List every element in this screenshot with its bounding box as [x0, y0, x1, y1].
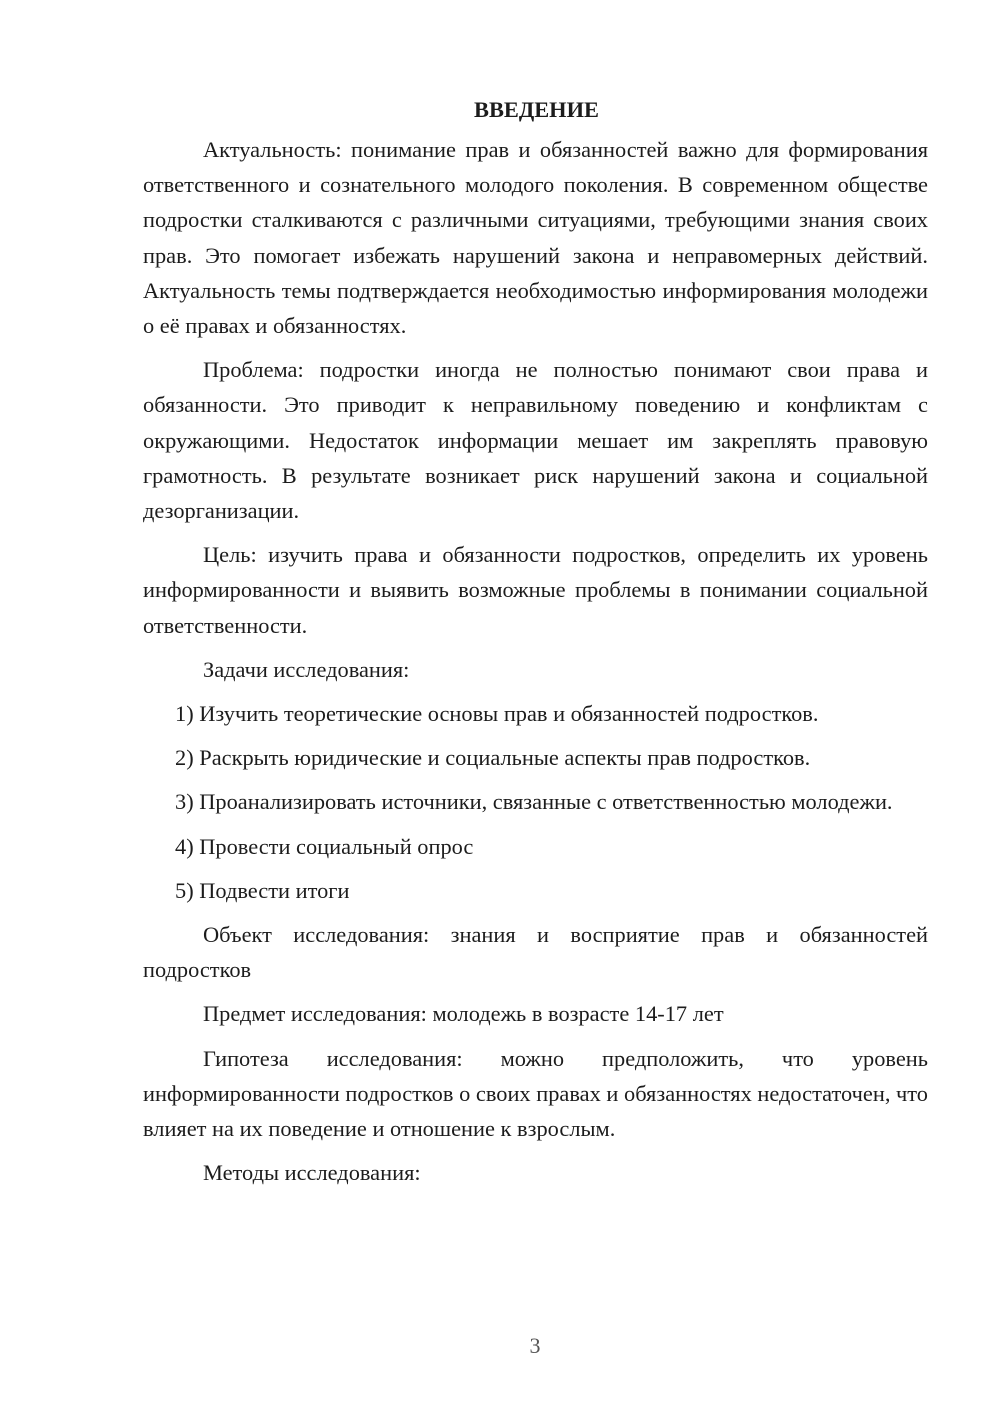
task-item-1: 1) Изучить теоретические основы прав и обязанностей подростков.	[175, 701, 819, 727]
page-number: 3	[529, 1333, 541, 1358]
task-item-3: 3) Проанализировать источники, связанные с ответственностью молодежи.	[175, 789, 893, 815]
task-item-4: 4) Провести социальный опрос	[175, 833, 474, 859]
object-paragraph: Объект исследования: знания и восприятие прав и обязанностей подростков	[143, 922, 928, 983]
relevance-paragraph: Актуальность: понимание прав и обязанностей важно для формирования ответственного и сознательного молодого поколения. В современном обществе подростки сталкиваются с различными ситуациями, требующими знания своих прав. Это помогает избежать нарушений закона и неправомерных действий. Актуальность темы подтверждается необходимостью информирования молодежи о её правах и обязанностях.	[143, 137, 928, 339]
tasks-heading: Задачи исследования:	[203, 656, 410, 682]
page-content	[143, 92, 928, 1199]
methods-heading: Методы исследования:	[203, 1160, 421, 1186]
task-item-2: 2) Раскрыть юридические и социальные аспекты прав подростков.	[175, 745, 811, 771]
subject-paragraph: Предмет исследования: молодежь в возрасте 14-17 лет	[203, 1001, 724, 1027]
hypothesis-paragraph: Гипотеза исследования: можно предположить, что уровень информированности подростков о своих правах и обязанностях недостаточен, что влияет на их поведение и отношение к взрослым.	[143, 1045, 928, 1142]
goal-paragraph: Цель: изучить права и обязанности подростков, определить их уровень информированности и выявить возможные проблемы в понимании социальной ответственности.	[143, 542, 928, 638]
problem-paragraph: Проблема: подростки иногда не полностью понимают свои права и обязанности. Это приводит к неправильному поведению и конфликтам с окружающими. Недостаток информации мешает им закреплять правовую грамотность. В результате возникает риск нарушений закона и социальной дезорганизации.	[143, 357, 928, 524]
section-title: ВВЕДЕНИЕ	[474, 97, 599, 122]
task-item-5: 5) Подвести итоги	[175, 877, 350, 903]
